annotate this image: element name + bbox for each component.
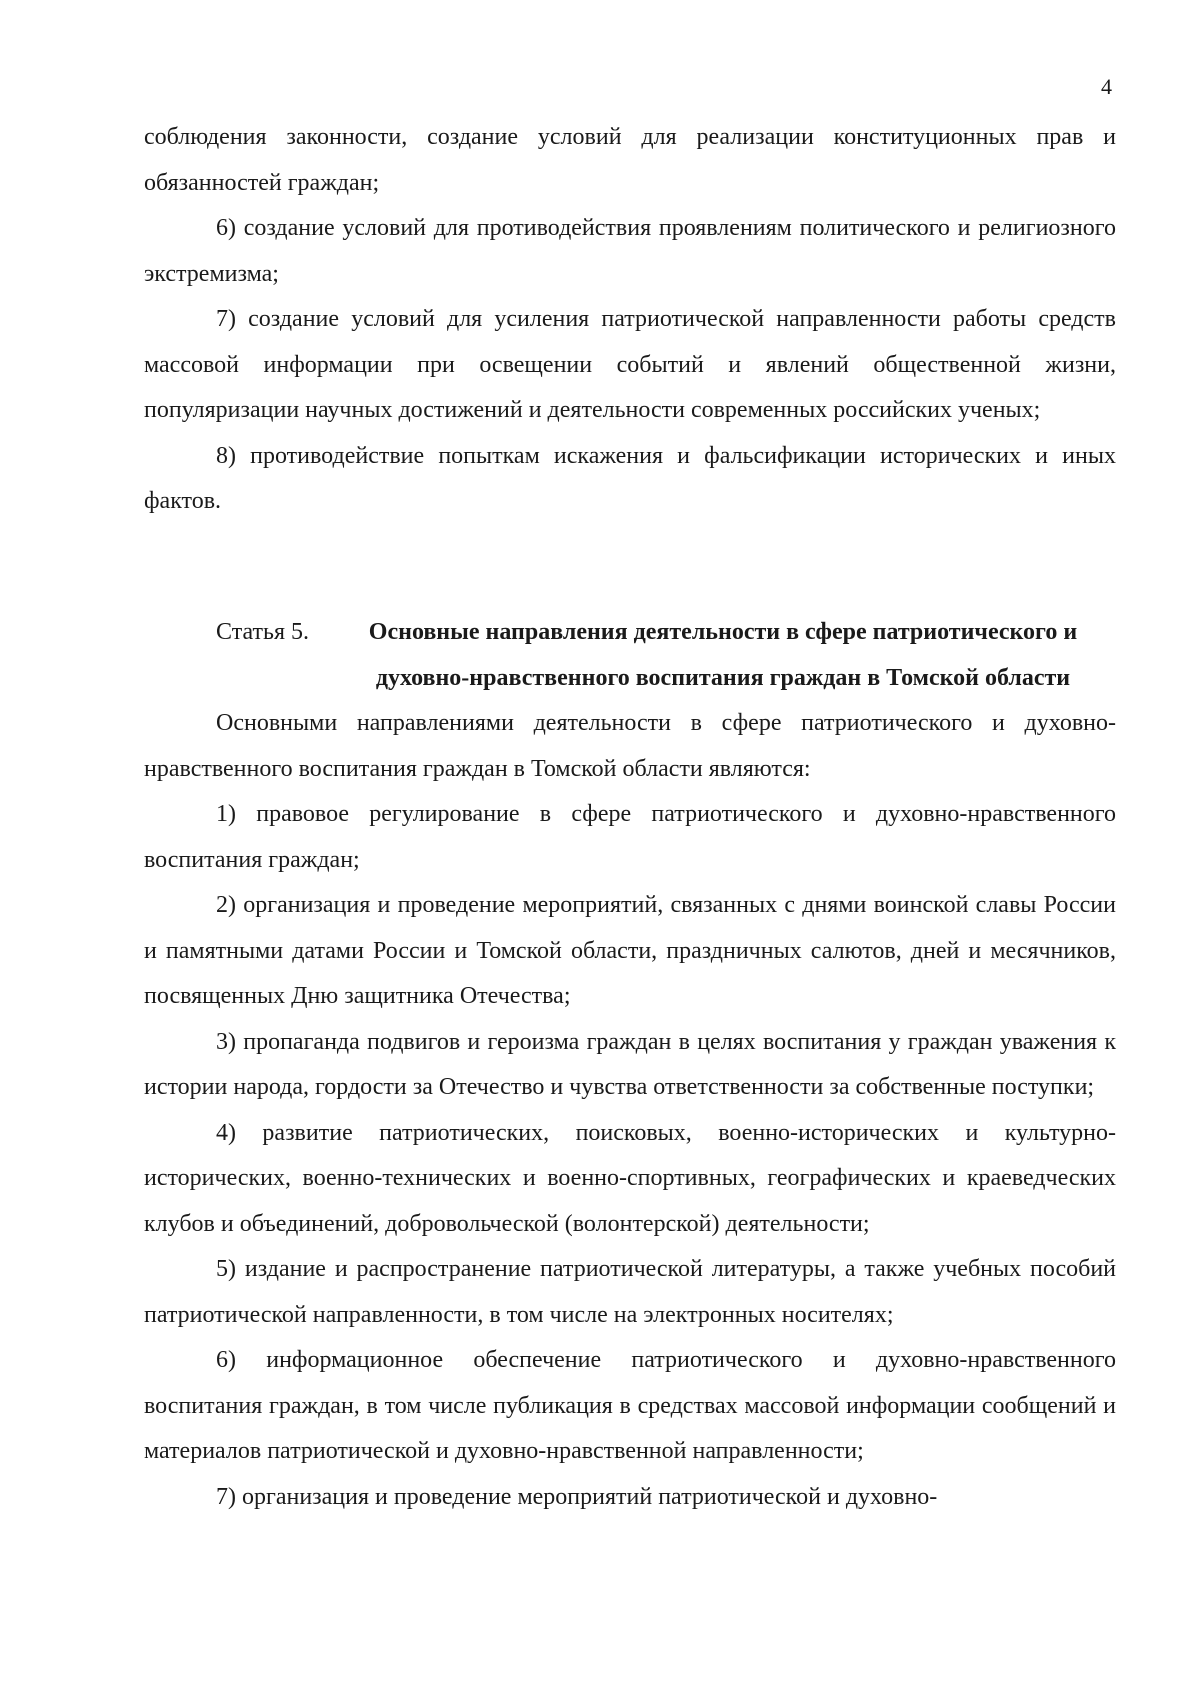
list-item: 6) создание условий для противодействия проявлениям политического и религиозного экстремизма; bbox=[144, 215, 1116, 287]
article-title: Основные направления деятельности в сфере патриотического и духовно-нравственного воспитания граждан в Томской области bbox=[368, 619, 1078, 691]
list-item: 4) развитие патриотических, поисковых, военно-исторических и культурно-исторических, военно-технических и военно-спортивных, географических и краеведческих клубов и объединений, добровольческой (волонтерской) деятельности; bbox=[144, 1119, 1116, 1237]
list-item: 8) противодействие попыткам искажения и фальсификации исторических и иных фактов. bbox=[144, 442, 1116, 514]
list-item: 2) организация и проведение мероприятий, связанных с днями воинской славы России и памятными датами России и Томской области, праздничных салютов, дней и месячников, посвященных Дню защитника Отечества; bbox=[144, 892, 1116, 1009]
article-label: Статья 5. bbox=[216, 619, 309, 645]
article-5 bbox=[144, 610, 1116, 1520]
list-item: 6) информационное обеспечение патриотического и духовно-нравственного воспитания граждан, в том числе публикация в средствах массовой информации сообщений и материалов патриотической и духовно-нравственной направленности; bbox=[144, 1347, 1116, 1464]
list-item: 7) создание условий для усиления патриотической направленности работы средств массовой информации при освещении событий и явлений общественной жизни, популяризации научных достижений и деятельности современных российских ученых; bbox=[144, 306, 1116, 423]
top-text-block bbox=[144, 115, 1116, 525]
page-number: 4 bbox=[1101, 74, 1112, 99]
paragraph-continuation: соблюдения законности, создание условий для реализации конституционных прав и обязанностей граждан; bbox=[144, 124, 1116, 196]
list-item: 3) пропаганда подвигов и героизма граждан в целях воспитания у граждан уважения к истории народа, гордости за Отечество и чувства ответственности за собственные поступки; bbox=[144, 1028, 1116, 1100]
list-item: 5) издание и распространение патриотической литературы, а также учебных пособий патриотической направленности, в том числе на электронных носителях; bbox=[144, 1256, 1116, 1328]
list-item: 7) организация и проведение мероприятий патриотической и духовно- bbox=[216, 1483, 938, 1510]
list-item: 1) правовое регулирование в сфере патриотического и духовно-нравственного воспитания граждан; bbox=[144, 801, 1116, 873]
article-heading bbox=[144, 610, 1116, 701]
article-body bbox=[144, 701, 1116, 1520]
article-intro: Основными направлениями деятельности в сфере патриотического и духовно-нравственного воспитания граждан в Томской области являются: bbox=[144, 710, 1116, 782]
